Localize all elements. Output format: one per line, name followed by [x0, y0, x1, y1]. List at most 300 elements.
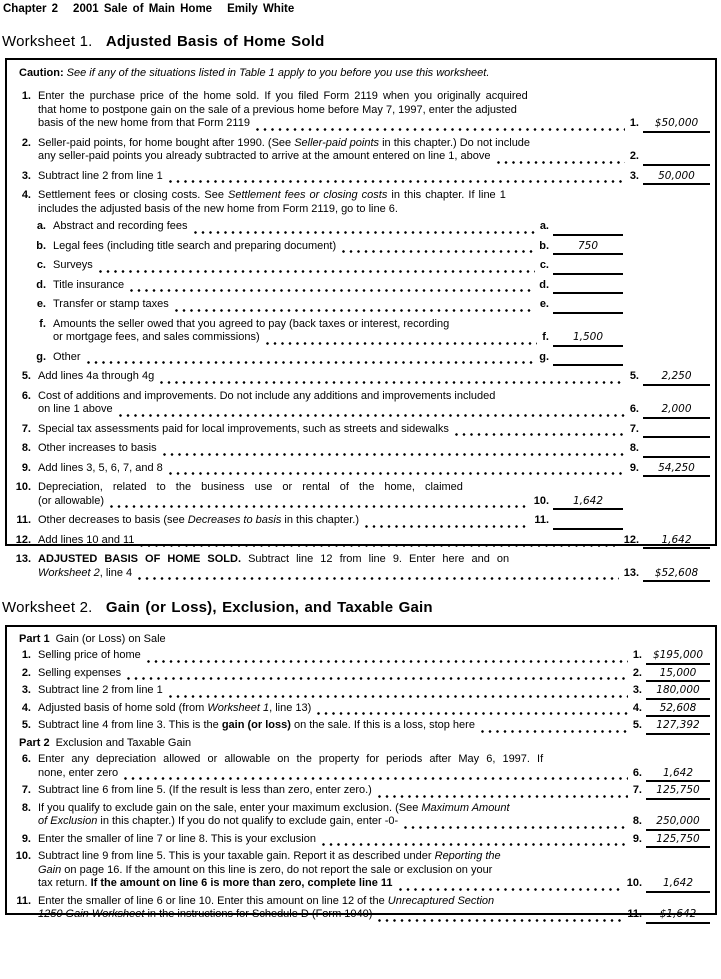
- dot-leader: [169, 180, 625, 183]
- worksheet-line: [11, 370, 710, 386]
- line-body: [53, 220, 710, 236]
- worksheet-line: [11, 90, 710, 133]
- text-segment: Unrecaptured Section: [387, 894, 495, 907]
- line-text: [38, 850, 501, 862]
- text-segment: 1250 Gain Worksheet: [38, 908, 145, 920]
- chapter-label: Chapter 2: [3, 3, 59, 15]
- text-segment: Title insurance: [53, 278, 125, 291]
- entry-value: $50,000: [643, 117, 710, 133]
- entry-label: 8.: [632, 815, 642, 827]
- line-text: [38, 370, 154, 384]
- text-segment: Subtract line 6 from line 5. (If the result is less than zero, enter zero.): [38, 784, 372, 796]
- worksheet-line: [11, 481, 710, 510]
- text-segment: Add lines 4a through 4g: [38, 370, 155, 382]
- line-number: 1.: [21, 649, 31, 661]
- text-segment: Worksheet 1: [207, 701, 270, 714]
- line-text: [38, 423, 449, 437]
- page-header: [0, 0, 721, 17]
- line-text-row: [38, 150, 710, 166]
- line-text: [38, 767, 118, 781]
- entry-value: 1,642: [643, 534, 710, 550]
- worksheet1-title: [2, 33, 721, 50]
- text-segment: Seller-paid points: [294, 136, 380, 149]
- entry-value: [553, 298, 623, 314]
- entry-label: f.: [542, 331, 549, 343]
- worksheet-line: [11, 684, 710, 700]
- entry-label: 7.: [629, 422, 639, 435]
- line-body: [38, 170, 710, 186]
- entry-value: 125,750: [646, 833, 710, 849]
- text-segment: Special tax assessments paid for local improvements, such as streets and sidewalks: [38, 422, 449, 435]
- text-segment: Reporting the: [434, 850, 501, 862]
- text-segment: Worksheet 2: [38, 566, 100, 579]
- line-text-row: [38, 719, 710, 735]
- dot-leader: [194, 231, 535, 234]
- line-text-row: [53, 298, 710, 314]
- entry-value: [553, 259, 623, 275]
- text-segment: basis of the new home from that Form 2119: [38, 117, 250, 129]
- text-segment: of Exclusion: [38, 815, 98, 827]
- text-segment: If the amount on line 6 is more than zero, complete line 11: [90, 877, 393, 889]
- line-body: [38, 370, 710, 386]
- worksheet1-label: Worksheet 1.: [2, 32, 93, 50]
- part2-title: Exclusion and Taxable Gain: [55, 736, 192, 749]
- worksheet2-part1-lines: [11, 649, 710, 735]
- worksheet2-part2-lines: [11, 753, 710, 924]
- line-number: 9.: [21, 461, 31, 474]
- text-segment: Selling expenses: [38, 666, 122, 679]
- entry-label: 11.: [627, 908, 642, 920]
- entry-value: [553, 279, 623, 295]
- worksheet-line: [11, 137, 710, 166]
- line-text-row: [38, 649, 710, 665]
- line-text: [38, 170, 163, 184]
- entry-value: 2,250: [643, 370, 710, 386]
- dot-leader: [404, 826, 628, 829]
- text-segment: Add lines 3, 5, 6, 7, and 8: [38, 461, 163, 474]
- worksheet-line: [11, 259, 710, 275]
- line-text: [38, 684, 163, 698]
- worksheet-line: [11, 189, 710, 216]
- line-text-row: [38, 442, 710, 458]
- text-segment: , line 4: [99, 566, 133, 579]
- line-number: f.: [39, 317, 46, 330]
- entry-label: b.: [539, 239, 549, 252]
- line-text-row: [38, 462, 710, 478]
- line-text-row: [38, 514, 710, 530]
- line-body: [38, 667, 710, 683]
- entry-label: 10.: [626, 877, 642, 889]
- dot-leader: [127, 677, 628, 680]
- line-text: [38, 104, 517, 116]
- line-text: [53, 259, 93, 273]
- dot-leader: [481, 730, 628, 733]
- document-title: 2001 Sale of Main Home: [73, 3, 213, 15]
- line-number: 10.: [15, 850, 31, 862]
- worksheet-line: [11, 442, 710, 458]
- text-segment: Seller-paid points, for home bought after 1990. (See: [38, 136, 295, 149]
- dot-leader: [455, 433, 625, 436]
- line-text: [38, 567, 132, 581]
- line-body: [38, 481, 710, 510]
- line-text: [53, 318, 449, 330]
- dot-leader: [130, 289, 534, 292]
- line-number: 5.: [21, 370, 31, 382]
- text-segment: in this chapter.) If you do not qualify to exclude gain, enter -0-: [97, 815, 399, 827]
- line-text-row: [53, 331, 710, 347]
- text-segment: (or allowable): [38, 494, 105, 507]
- text-segment: Abstract and recording fees: [53, 220, 188, 232]
- line-text: [38, 815, 398, 829]
- line-text: [38, 702, 311, 716]
- line-text: [38, 784, 372, 798]
- text-segment: that home to postpone gain on the sale of a previous home before May 7, 1997, enter the adjusted: [38, 103, 517, 116]
- line-text: [38, 553, 509, 565]
- worksheet-line: [11, 833, 710, 849]
- text-segment: on line 1 above: [38, 403, 113, 415]
- text-segment: Subtract line 4 from line 3. This is the: [38, 719, 222, 731]
- entry-value: [553, 514, 623, 530]
- caution-text: See if any of the situations listed in Table 1 apply to you before you use this worksheet.: [66, 66, 490, 79]
- dot-leader: [87, 361, 535, 364]
- entry-label: 6.: [632, 766, 642, 779]
- worksheet-line: [11, 462, 710, 478]
- line-number: 10.: [15, 481, 31, 493]
- worksheet-line: [11, 170, 710, 186]
- entry-label: c.: [539, 259, 549, 271]
- line-text: [38, 150, 491, 164]
- text-segment: none, enter zero: [38, 766, 119, 779]
- line-number: c.: [36, 259, 46, 271]
- line-body: [38, 850, 710, 893]
- text-segment: Decreases to basis: [187, 514, 282, 526]
- line-body: [38, 514, 710, 530]
- entry-label: 5.: [629, 370, 639, 382]
- line-number: 4.: [21, 189, 31, 201]
- line-text-row: [38, 137, 710, 151]
- line-text: [53, 331, 260, 345]
- line-text-row: [38, 802, 710, 816]
- entry-label: 2.: [632, 666, 642, 679]
- line-text-row: [38, 534, 710, 550]
- text-segment: Add lines 10 and 11: [38, 533, 135, 546]
- line-number: 2.: [21, 136, 31, 149]
- worksheet-line: [11, 240, 710, 256]
- text-segment: Enter the smaller of line 7 or line 8. This is your exclusion: [38, 832, 316, 845]
- text-segment: If you qualify to exclude gain on the sale, enter your maximum exclusion. (See: [38, 801, 422, 814]
- line-text: [38, 189, 506, 201]
- entry-label: d.: [539, 278, 549, 291]
- text-segment: Settlement fees or closing costs. See: [38, 189, 229, 201]
- line-text-row: [38, 908, 710, 924]
- line-text-row: [38, 403, 710, 419]
- line-text: [38, 833, 316, 847]
- text-segment: Gain: [38, 863, 62, 876]
- line-text: [38, 877, 393, 891]
- line-body: [38, 137, 710, 166]
- worksheet-line: [11, 753, 710, 782]
- entry-value: 54,250: [643, 462, 710, 478]
- dot-leader: [256, 128, 625, 131]
- dot-leader: [99, 270, 535, 273]
- worksheet-line: [11, 390, 710, 419]
- dot-leader: [317, 712, 628, 715]
- line-text-row: [38, 495, 710, 511]
- line-text-row: [53, 279, 710, 295]
- line-number: 4.: [21, 701, 31, 714]
- text-segment: Legal fees (including title search and preparing document): [53, 239, 337, 252]
- dot-leader: [378, 795, 628, 798]
- text-segment: ADJUSTED BASIS OF HOME SOLD.: [38, 553, 242, 565]
- line-number: 1.: [21, 90, 31, 102]
- dot-leader: [169, 472, 625, 475]
- worksheet-line: [11, 719, 710, 735]
- worksheet-line: [11, 667, 710, 683]
- line-body: [38, 423, 710, 439]
- text-segment: Subtract line 2 from line 1: [38, 169, 163, 182]
- line-body: [53, 351, 710, 367]
- text-segment: includes the adjusted basis of the new home from Form 2119, go to line 6.: [38, 202, 398, 215]
- line-number: b.: [36, 239, 46, 252]
- line-body: [38, 802, 710, 831]
- line-text: [38, 514, 359, 528]
- line-number: 3.: [21, 169, 31, 182]
- text-segment: or mortgage fees, and sales commissions): [53, 331, 260, 343]
- entry-label: 9.: [629, 461, 639, 474]
- part1-label: Part 1: [19, 632, 50, 645]
- line-body: [38, 833, 710, 849]
- text-segment: , line 13): [269, 701, 312, 714]
- dot-leader: [163, 453, 625, 456]
- entry-value: 125,750: [646, 784, 710, 800]
- line-text-row: [38, 189, 710, 203]
- entry-value: 1,500: [553, 331, 623, 347]
- entry-label: e.: [539, 298, 549, 310]
- entry-label: 11.: [534, 514, 549, 526]
- line-text: [53, 351, 81, 365]
- part1-title: Gain (or Loss) on Sale: [55, 632, 166, 645]
- line-body: [38, 390, 710, 419]
- entry-value: 180,000: [646, 684, 710, 700]
- line-text-row: [38, 423, 710, 439]
- line-text-row: [38, 203, 710, 217]
- entry-value: [643, 423, 710, 439]
- line-body: [38, 895, 710, 924]
- worksheet-line: [11, 298, 710, 314]
- entry-label: 9.: [632, 832, 642, 845]
- entry-label: 7.: [632, 784, 642, 796]
- dot-leader: [140, 544, 618, 547]
- line-text: [38, 534, 134, 548]
- text-segment: Enter any depreciation allowed or allowable on the property for periods after May 6, 1997. If: [38, 753, 544, 765]
- entry-label: 8.: [629, 442, 639, 454]
- entry-label: 1.: [632, 649, 642, 661]
- line-text-row: [38, 117, 710, 133]
- line-text-row: [38, 864, 710, 878]
- dot-leader: [110, 505, 529, 508]
- entry-value: 250,000: [646, 815, 710, 831]
- line-body: [38, 784, 710, 800]
- worksheet-line: [11, 318, 710, 347]
- line-number: 11.: [16, 514, 31, 526]
- entry-label: 5.: [632, 719, 642, 731]
- line-text: [38, 117, 250, 131]
- line-body: [53, 298, 710, 314]
- line-number: g.: [36, 350, 46, 363]
- entry-value: $1,642: [646, 908, 710, 924]
- entry-label: 13.: [623, 566, 639, 579]
- line-text: [38, 495, 104, 509]
- line-text: [38, 137, 530, 149]
- worksheet-line: [11, 351, 710, 367]
- text-segment: Depreciation, related to the business use or rental of the home, claimed: [38, 481, 463, 493]
- line-text-row: [38, 170, 710, 186]
- part2-header: [19, 737, 710, 751]
- line-text-row: [38, 877, 710, 893]
- line-text: [38, 895, 494, 907]
- line-number: 11.: [16, 894, 31, 907]
- line-text-row: [38, 90, 710, 104]
- line-number: 8.: [21, 442, 31, 454]
- line-text: [38, 649, 141, 663]
- text-segment: in this chapter.) Do not include: [379, 136, 531, 149]
- taxpayer-name: Emily White: [227, 3, 295, 15]
- worksheet-line: [11, 423, 710, 439]
- worksheet-line: [11, 553, 710, 582]
- line-body: [38, 442, 710, 458]
- caution-label: Caution:: [19, 66, 64, 79]
- worksheet-line: [11, 649, 710, 665]
- line-text: [38, 719, 475, 733]
- line-text-row: [53, 318, 710, 332]
- line-text: [38, 390, 495, 402]
- line-body: [53, 240, 710, 256]
- line-number: e.: [36, 298, 46, 310]
- text-segment: Surveys: [53, 259, 93, 271]
- line-number: a.: [36, 220, 46, 232]
- worksheet-line: [11, 279, 710, 295]
- dot-leader: [266, 342, 538, 345]
- part2-label: Part 2: [19, 736, 50, 749]
- text-segment: on page 16. If the amount on this line is zero, do not report the sale or exclusion on your: [61, 863, 493, 876]
- entry-value: 1,642: [553, 495, 623, 511]
- line-text-row: [38, 753, 710, 767]
- text-segment: Other increases to basis: [38, 442, 157, 454]
- line-text-row: [53, 259, 710, 275]
- worksheet-line: [11, 784, 710, 800]
- line-text-row: [53, 351, 710, 367]
- line-number: 2.: [21, 666, 31, 679]
- line-body: [38, 719, 710, 735]
- entry-label: g.: [539, 350, 549, 363]
- line-text: [53, 240, 336, 254]
- entry-value: $52,608: [643, 567, 710, 583]
- line-text: [38, 802, 510, 814]
- dot-leader: [124, 777, 628, 780]
- line-body: [38, 462, 710, 478]
- dot-leader: [147, 660, 628, 663]
- worksheet1-title-text: Adjusted Basis of Home Sold: [105, 32, 325, 50]
- line-text: [38, 462, 163, 476]
- line-number: 13.: [15, 553, 31, 565]
- entry-value: 1,642: [646, 767, 710, 783]
- line-text: [38, 753, 543, 765]
- line-text: [38, 908, 372, 922]
- entry-label: 12.: [623, 533, 639, 546]
- entry-label: a.: [539, 220, 549, 232]
- line-text-row: [53, 220, 710, 236]
- dot-leader: [399, 888, 622, 891]
- line-text: [53, 220, 188, 234]
- worksheet1-lines: [11, 90, 710, 582]
- text-segment: Cost of additions and improvements. Do not include any additions and improvements included: [38, 389, 496, 402]
- text-segment: Subtract line 2 from line 1: [38, 684, 163, 696]
- entry-value: 15,000: [646, 667, 710, 683]
- worksheet-line: [11, 514, 710, 530]
- entry-label: 6.: [629, 403, 639, 415]
- dot-leader: [169, 695, 628, 698]
- part1-header: [19, 633, 710, 647]
- line-text: [38, 203, 398, 215]
- dot-leader: [378, 919, 622, 922]
- line-body: [38, 553, 710, 582]
- line-number: 8.: [21, 801, 31, 814]
- text-segment: on the sale. If this is a loss, stop here: [290, 719, 475, 731]
- text-segment: Settlement fees or closing costs: [228, 189, 388, 201]
- line-number: 5.: [21, 719, 31, 731]
- text-segment: Enter the purchase price of the home sold. If you filed Form 2119 when you originally acquired: [38, 90, 528, 102]
- text-segment: Enter the smaller of line 6 or line 10. Enter this amount on line 12 of the: [38, 894, 388, 907]
- text-segment: Adjusted basis of home sold (from: [38, 701, 208, 714]
- line-text: [38, 667, 121, 681]
- dot-leader: [119, 414, 625, 417]
- worksheet-line: [11, 534, 710, 550]
- line-text-row: [38, 370, 710, 386]
- line-text: [38, 864, 492, 876]
- line-text-row: [38, 553, 710, 567]
- entry-label: 3.: [629, 169, 639, 182]
- entry-value: [643, 150, 710, 166]
- text-segment: Subtract line 12 from line 9. Enter here and on: [241, 553, 510, 565]
- line-text-row: [38, 567, 710, 583]
- dot-leader: [497, 161, 625, 164]
- line-text: [38, 481, 463, 493]
- entry-value: 1,642: [646, 877, 710, 893]
- text-segment: Selling price of home: [38, 649, 141, 661]
- worksheet-line: [11, 802, 710, 831]
- line-text-row: [38, 815, 710, 831]
- text-segment: in the instructions for Schedule D (Form 1040): [144, 908, 373, 920]
- line-text-row: [38, 684, 710, 700]
- dot-leader: [365, 525, 529, 528]
- line-number: 3.: [21, 684, 31, 696]
- line-number: 7.: [21, 422, 31, 435]
- text-segment: in this chapter. If line 1: [387, 189, 506, 201]
- line-text: [53, 279, 124, 293]
- text-segment: Maximum Amount: [421, 801, 510, 814]
- line-text-row: [38, 784, 710, 800]
- dot-leader: [138, 577, 619, 580]
- line-text-row: [38, 850, 710, 864]
- dot-leader: [342, 250, 534, 253]
- worksheet-line: [11, 850, 710, 893]
- worksheet-line: [11, 702, 710, 718]
- line-text-row: [38, 481, 710, 495]
- line-text-row: [38, 767, 710, 783]
- text-segment: tax return.: [38, 877, 91, 889]
- entry-label: 2.: [629, 150, 639, 162]
- entry-value: 52,608: [646, 702, 710, 718]
